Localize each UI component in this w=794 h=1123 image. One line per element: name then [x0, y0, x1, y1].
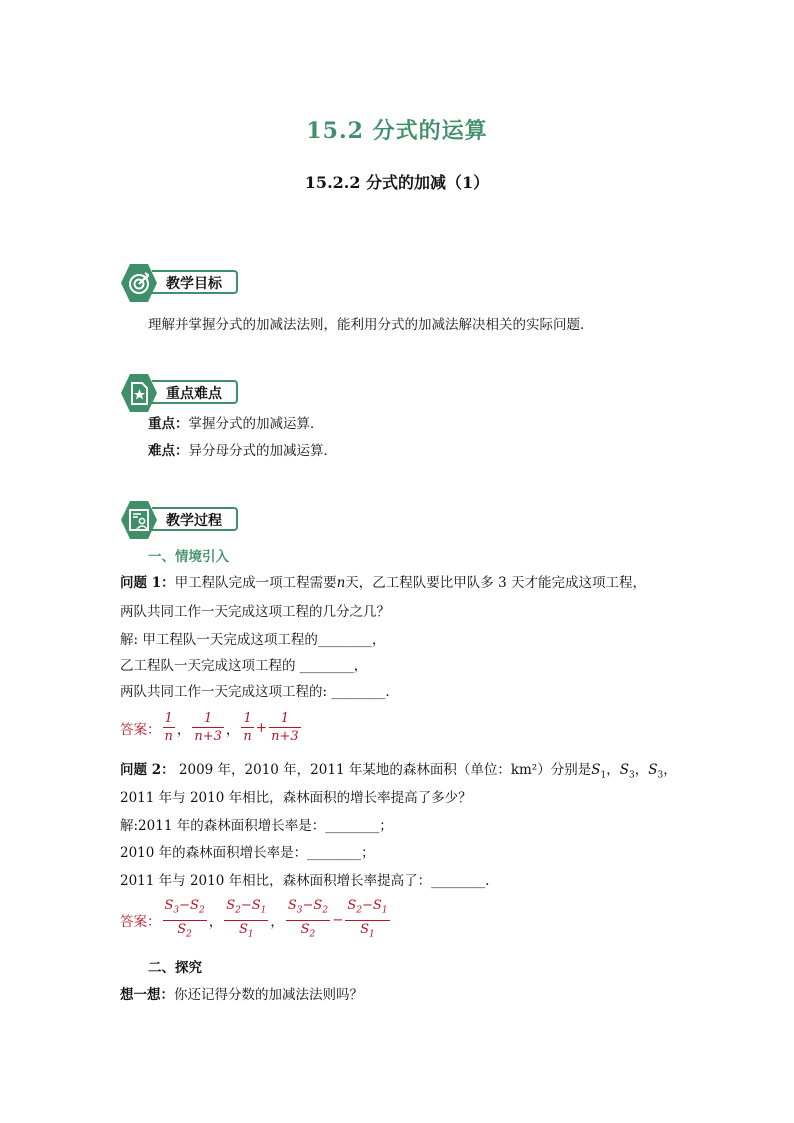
think-text: 你还记得分数的加减法法则吗？: [174, 987, 363, 1003]
key-text: 掌握分式的加减运算．: [188, 416, 324, 432]
q1-label: 问题 1：: [120, 575, 175, 591]
q2-line2: 2011 年与 2010 年相比，森林面积的增长率提高了多少？: [120, 790, 472, 806]
q2-answer: [120, 897, 392, 943]
q2-label: 问题 2：: [120, 762, 175, 778]
minus-sign: −: [332, 912, 344, 929]
page-subtitle: 15.2.2 分式的加减（1）: [304, 173, 490, 192]
key-point-line: [148, 414, 324, 434]
q1-answer: [120, 710, 303, 745]
page-title: 15.2 分式的运算: [306, 118, 488, 144]
target-icon: [120, 263, 158, 303]
separator: ，: [176, 721, 191, 738]
section-label: 教学目标: [152, 270, 238, 294]
star-document-icon: [120, 373, 158, 413]
part2-heading: 二、探究: [148, 960, 202, 976]
objectives-text: 理解并掌握分式的加减法法则，能利用分式的加减法解决相关的实际问题．: [148, 317, 594, 333]
section-label: 教学过程: [152, 507, 238, 531]
separator: ，: [270, 914, 284, 931]
fraction: $\frac{S_2-S_1}{S_1}$: [347, 898, 388, 940]
fraction: $\frac{S_3-S_2}{S_2}$: [287, 898, 329, 940]
hard-point-line: [148, 441, 337, 461]
q2-text-a: 2009 年，2010 年，2011 年某地的森林面积（单位：km²）分别是: [174, 762, 592, 778]
q2-line1: 问题 2： 2009 年，2010 年，2011 年某地的森林面积（单位：km²）分别是$S_1$，$S_3$，$S_3$，: [120, 762, 677, 781]
q1-solution-1: 解: 甲工程队一天完成这项工程的________，: [120, 632, 386, 648]
q1-text-b: 天，乙工程队要比甲队多 3 天才能完成这项工程，: [345, 575, 646, 591]
part1-heading: 一、情境引入: [148, 549, 229, 565]
q2-solution-2: 2010 年的森林面积增长率是：________；: [120, 845, 375, 861]
answer-label: 答案：: [120, 914, 161, 931]
section-header-keypoints: [120, 373, 245, 413]
fraction: $\frac{1}{n+3}$: [271, 711, 299, 744]
q1-text-a: 甲工程队完成一项工程需要: [174, 575, 337, 591]
q2-solution-1: 解:2011 年的森林面积增长率是：________；: [120, 818, 393, 834]
plus-sign: +: [255, 719, 268, 736]
separator: ，: [208, 914, 223, 931]
answer-label: 答案：: [120, 721, 161, 738]
think-line: [120, 985, 363, 1005]
var-n: n: [336, 575, 346, 591]
teacher-board-icon: [120, 500, 158, 540]
section-header-process: [120, 500, 245, 540]
fraction: $\frac{1}{n+3}$: [194, 711, 222, 744]
section-header-objectives: [120, 263, 245, 303]
fraction: $\frac{1}{n}$: [164, 711, 173, 744]
hard-label: 难点：: [148, 443, 189, 459]
fraction: $\frac{S_3-S_2}{S_2}$: [164, 898, 205, 940]
think-label: 想一想：: [120, 987, 174, 1003]
q1-line1: [120, 573, 646, 593]
key-label: 重点：: [148, 416, 189, 432]
q2-solution-3: 2011 年与 2010 年相比，森林面积增长率提高了：________.: [120, 873, 490, 889]
q1-line2: 两队共同工作一天完成这项工程的几分之几？: [120, 604, 390, 620]
section-label: 重点难点: [152, 380, 238, 404]
fraction: $\frac{1}{n}$: [243, 711, 252, 744]
q1-solution-2: 乙工程队一天完成这项工程的 ________，: [120, 658, 368, 674]
q1-solution-3: 两队共同工作一天完成这项工程的: ________．: [120, 684, 399, 700]
hard-text: 异分母分式的加减运算．: [188, 443, 337, 459]
separator: ，: [225, 721, 240, 738]
fraction: $\frac{S_2-S_1}{S_1}$: [226, 898, 267, 940]
